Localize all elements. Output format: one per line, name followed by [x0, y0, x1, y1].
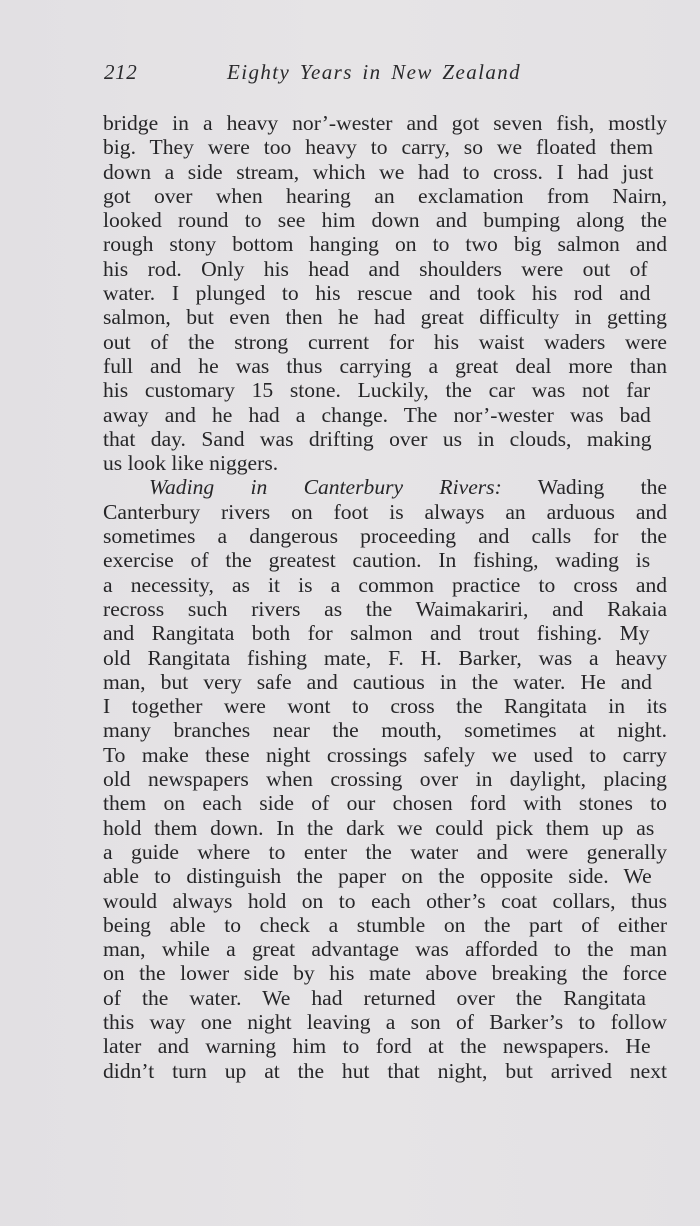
text-line: down a side stream, which we had to cross. I had just: [103, 159, 654, 184]
text-line: salmon, but even then he had great difficulty in getting: [103, 305, 667, 330]
text-line: didn’t turn up at the hut that night, but arrived next: [103, 1058, 667, 1083]
text-line: later and warning him to ford at the newspapers. He: [103, 1034, 651, 1059]
text-line: his rod. Only his head and shoulders were out of: [103, 256, 648, 281]
text-line: old Rangitata fishing mate, F. H. Barker, was a heavy: [103, 645, 668, 670]
page-number: 212: [104, 60, 138, 84]
text-line: hold them down. In the dark we could pick them up as: [103, 815, 655, 840]
text-line: his customary 15 stone. Luckily, the car was not far: [103, 378, 651, 403]
text-line: To make these night crossings safely we used to carry: [103, 742, 667, 767]
text-line: looked round to see him down and bumping along the: [103, 208, 668, 233]
text-line: got over when hearing an exclamation from Nairn,: [103, 183, 667, 208]
body-text: [103, 111, 667, 1083]
text-line: out of the strong current for his waist waders were: [103, 329, 667, 354]
text-line: us look like niggers.: [103, 451, 279, 476]
page-header: [104, 60, 544, 92]
text-line: them on each side of our chosen ford with stones to: [103, 791, 667, 816]
running-title: Eighty Years in New Zealand: [227, 60, 522, 84]
text-line: many branches near the mouth, sometimes at night.: [103, 718, 667, 743]
text-line: would always hold on to each other’s coat collars, thus: [103, 888, 667, 913]
section-first-line-text: Wading the: [537, 475, 667, 500]
section-heading: Wading in Canterbury Rivers:: [149, 475, 502, 500]
text-line: full and he was thus carrying a great deal more than: [103, 353, 668, 378]
text-line: exercise of the greatest caution. In fishing, wading is: [103, 548, 651, 573]
text-line: and Rangitata both for salmon and trout fishing. My: [103, 621, 650, 646]
text-line: able to distinguish the paper on the opposite side. We: [103, 864, 652, 889]
text-line: sometimes a dangerous proceeding and calls for the: [103, 524, 667, 549]
text-line: being able to check a stumble on the part of either: [103, 912, 668, 937]
text-line: bridge in a heavy nor’-wester and got seven fish, mostly: [103, 111, 668, 135]
text-line: old newspapers when crossing over in daylight, placing: [103, 767, 667, 792]
text-line: on the lower side by his mate above breaking the force: [103, 961, 668, 986]
text-line: recross such rivers as the Waimakariri, and Rakaia: [103, 596, 668, 621]
text-line: a guide where to enter the water and were generally: [103, 839, 668, 864]
section-first-line: [103, 475, 667, 499]
text-line: I together were wont to cross the Rangitata in its: [103, 694, 667, 719]
text-line: that day. Sand was drifting over us in clouds, making: [103, 426, 652, 451]
text-line: away and he had a change. The nor’-wester was bad: [103, 402, 651, 427]
text-line: of the water. We had returned over the Rangitata: [103, 985, 646, 1010]
text-line: Canterbury rivers on foot is always an arduous and: [103, 499, 668, 524]
text-line: man, while a great advantage was afforded to the man: [103, 937, 667, 962]
text-line: this way one night leaving a son of Barker’s to follow: [103, 1009, 667, 1034]
text-line: water. I plunged to his rescue and took his rod and: [103, 281, 651, 306]
text-line: big. They were too heavy to carry, so we floated them: [103, 135, 654, 160]
text-line: rough stony bottom hanging on to two big salmon and: [103, 232, 668, 257]
text-line: man, but very safe and cautious in the water. He and: [103, 669, 652, 694]
text-line: a necessity, as it is a common practice to cross and: [103, 572, 668, 597]
